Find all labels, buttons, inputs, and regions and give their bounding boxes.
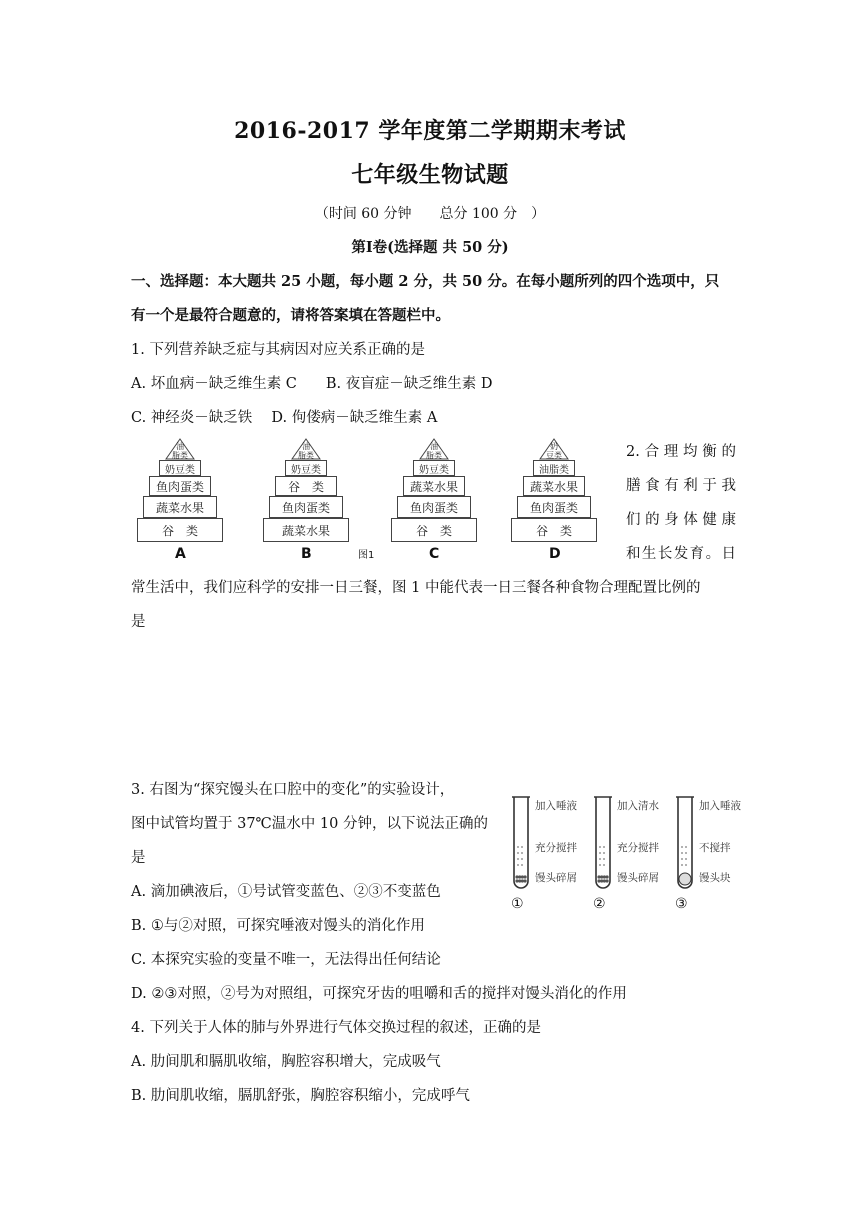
tube-label: 不搅拌: [699, 842, 731, 854]
q2-side-line1: 2.合理均衡的: [626, 444, 736, 460]
test-tube-2: [587, 790, 669, 915]
q3-stem-2: 图中试管均置于 37℃温水中 10 分钟，以下说法正确的: [131, 816, 488, 832]
tube-label: 馒头碎屑: [617, 872, 659, 884]
pyramid-level: 鱼肉蛋类: [397, 496, 471, 518]
pyramid-level: 鱼肉蛋类: [149, 476, 211, 496]
pyramid-letter: A: [175, 546, 186, 562]
pyramid-level: 谷 类: [391, 518, 477, 542]
test-tube-drawing: [591, 795, 615, 895]
tube-label: 加入唾液: [699, 800, 741, 812]
pyramid-level: 奶豆类: [413, 460, 455, 476]
pyramid-tip-label: 油 脂类: [172, 442, 188, 460]
test-tube-3: [669, 790, 751, 915]
pyramid-tip-label: 奶 豆类: [546, 442, 562, 460]
pyramid-level: 蔬菜水果: [263, 518, 349, 542]
q3-stem-1: 3. 右图为“探究馒头在口腔中的变化”的实验设计，: [131, 782, 455, 798]
food-pyramid-a: [135, 432, 225, 562]
pyramid-level: 蔬菜水果: [523, 476, 585, 496]
instructions-line2: 有一个是最符合题意的，请将答案填在答题栏中。: [131, 307, 450, 324]
figure1-caption: 图1: [358, 550, 375, 561]
q1-options-2: C. 神经炎－缺乏铁 D. 佝偻病－缺乏维生素 A: [131, 410, 438, 426]
tube-number: ②: [593, 896, 606, 912]
tube-label: 馒头块: [699, 872, 731, 884]
tube-number: ③: [675, 896, 688, 912]
figure1-food-pyramids: [135, 432, 605, 562]
q2-line5: 常生活中，我们应科学的安排一日三餐，图 1 中能代表一日三餐各种食物合理配置比例的: [131, 580, 701, 596]
section-heading: 第Ⅰ卷(选择题 共 50 分): [351, 239, 509, 256]
exam-info: （时间 60 分钟 总分 100 分 ）: [314, 206, 546, 222]
q4-option-b: B. 肋间肌收缩，膈肌舒张，胸腔容积缩小，完成呼气: [131, 1088, 470, 1104]
tube-label: 充分搅拌: [535, 842, 577, 854]
tube-label: 馒头碎屑: [535, 872, 577, 884]
instructions-line1: 一、选择题：本大题共 25 小题，每小题 2 分，共 50 分。在每小题所列的四个选项中，只: [131, 273, 720, 290]
q4-stem: 4. 下列关于人体的肺与外界进行气体交换过程的叙述，正确的是: [131, 1020, 541, 1036]
pyramid-letter: B: [301, 546, 312, 562]
figure2-test-tubes: [505, 790, 755, 915]
test-tube-drawing: [509, 795, 533, 895]
q3-option-c: C. 本探究实验的变量不唯一，无法得出任何结论: [131, 952, 441, 968]
pyramid-letter: C: [429, 546, 440, 562]
food-pyramid-b: [261, 432, 351, 562]
pyramid-level: 谷 类: [137, 518, 223, 542]
pyramid-level: 蔬菜水果: [143, 496, 217, 518]
exam-title: 2016-2017 学年度第二学期期末考试: [234, 118, 626, 144]
tube-label: 加入唾液: [535, 800, 577, 812]
q2-side-line2: 膳食有利于我: [626, 478, 736, 494]
pyramid-level: 谷 类: [275, 476, 337, 496]
pyramid-level: 谷 类: [511, 518, 597, 542]
q2-side-line3: 们的身体健康: [626, 512, 736, 528]
tube-label: 充分搅拌: [617, 842, 659, 854]
q1-options-1: A. 坏血病－缺乏维生素 C B. 夜盲症－缺乏维生素 D: [131, 376, 493, 392]
q3-option-d: D. ②③对照，②号为对照组，可探究牙齿的咀嚼和舌的搅拌对馒头消化的作用: [131, 986, 627, 1002]
pyramid-level: 奶豆类: [285, 460, 327, 476]
test-tube-drawing: [673, 795, 697, 895]
exam-subtitle: 七年级生物试题: [351, 162, 509, 188]
pyramid-tip-label: 油 脂类: [426, 442, 442, 460]
pyramid-letter: D: [549, 546, 561, 562]
tube-label: 加入清水: [617, 800, 659, 812]
q3-option-a: A. 滴加碘液后，①号试管变蓝色、②③不变蓝色: [131, 884, 441, 900]
q4-option-a: A. 肋间肌和膈肌收缩，胸腔容积增大，完成吸气: [131, 1054, 441, 1070]
pyramid-level: 奶豆类: [159, 460, 201, 476]
q2-side-line4: 和生长发育。日: [626, 546, 736, 562]
test-tube-1: [505, 790, 587, 915]
pyramid-level: 鱼肉蛋类: [517, 496, 591, 518]
pyramid-level: 油脂类: [533, 460, 575, 476]
pyramid-level: 蔬菜水果: [403, 476, 465, 496]
q3-stem-3: 是: [131, 850, 146, 866]
food-pyramid-c: [389, 432, 479, 562]
q1-stem: 1. 下列营养缺乏症与其病因对应关系正确的是: [131, 342, 425, 358]
q3-option-b: B. ①与②对照，可探究唾液对馒头的消化作用: [131, 918, 425, 934]
q2-line6: 是: [131, 614, 146, 630]
food-pyramid-d: [509, 432, 599, 562]
pyramid-level: 鱼肉蛋类: [269, 496, 343, 518]
pyramid-tip-label: 油 脂类: [298, 442, 314, 460]
tube-number: ①: [511, 896, 524, 912]
